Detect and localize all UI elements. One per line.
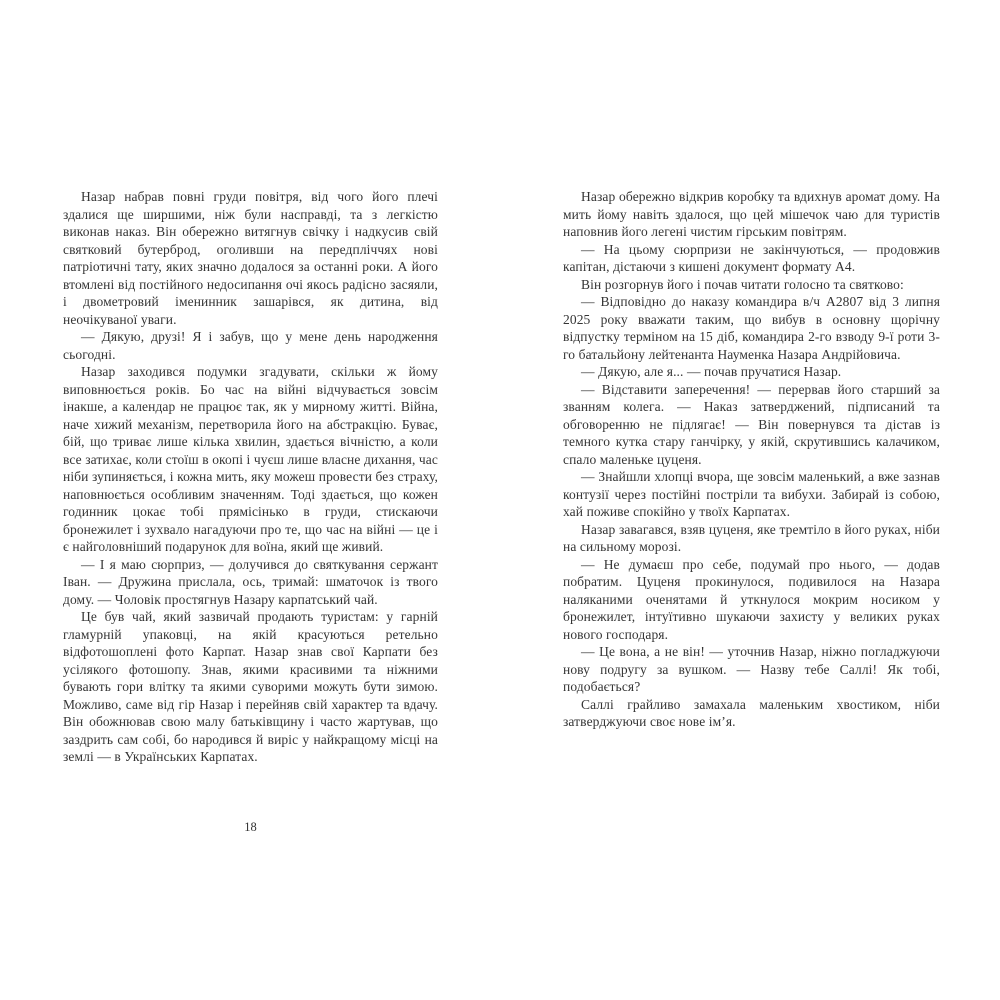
paragraph: Назар набрав повні груди повітря, від чого його плечі здалися ще ширшими, ніж були насправді, та з легкістю виконав наказ. Він обережно витягнув свічку і надкусив свій святковий бутерброд, оголивши на передпліччях нові патріотичні тату, яких значно додалося за останні роки. А його втомлені від постійного недосипання очі якось радісно засяяли, і двометровий іменинник зашарівся, як дитина, від неочікуваної уваги.	[63, 189, 438, 327]
paragraph: — На цьому сюрпризи не закінчуються, — продовжив капітан, дістаючи з кишені документ формату А4.	[563, 241, 940, 274]
paragraph: Це був чай, який зазвичай продають туристам: у гарній гламурній упаковці, на якій красуються ретельно відфотошоплені фото Карпат. Назар знав свої Карпати без усілякого фотошопу. Знав, якими красивими та ніжними бувають гори влітку та якими суворими можуть бути зимою. Можливо, саме від гір Назар і перейняв свій характер та вдачу. Він обожнював свою малу батьківщину і часто жартував, що заздрить сам собі, бо народився й виріс у найкращому місці на землі — в Українських Карпатах.	[63, 609, 438, 764]
paragraph: — Знайшли хлопці вчора, ще зовсім маленький, а вже зазнав контузії через постійні постріли та вибухи. Забирай із собою, хай поживе спокійно у твоїх Карпатах.	[563, 469, 940, 519]
paragraph: — Дякую, друзі! Я і забув, що у мене день народження сьогодні.	[63, 329, 438, 362]
paragraph: Назар завагався, взяв цуценя, яке тремтіло в його руках, ніби на сильному морозі.	[563, 521, 940, 554]
paragraph: Саллі грайливо замахала маленьким хвостиком, ніби затверджуючи своє нове ім’я.	[563, 696, 940, 729]
paragraph: — Відповідно до наказу командира в/ч А2807 від 3 липня 2025 року вважати таким, що вибув в основну щорічну відпустку терміном на 15 діб, командира 2-го взводу 9-ї роти 3-го батальйону лейтенанта Науменка Назара Андрійовича.	[563, 294, 940, 362]
page-number: 18	[244, 820, 257, 834]
paragraph: — Не думаєш про себе, подумай про нього, — додав побратим. Цуценя прокинулося, подивилося на Назара наляканими оченятами й уткнулося мокрим носиком у бронежилет, інтуїтивно шукаючи захисту у великих руках нового господаря.	[563, 556, 940, 642]
paragraph: Він розгорнув його і почав читати голосно та святково:	[581, 276, 904, 292]
right-page-text-column	[563, 188, 940, 731]
paragraph: Назар заходився подумки згадувати, скільки ж йому виповнюється років. Бо час на війні відчувається зовсім інакше, а календар не працює так, як у мирному житті. Війна, наче хижий механізм, перетворила його на абстракцію. Буває, бій, що триває лише кілька хвилин, здається вічністю, а коли все затихає, коли стоїш в окопі і чуєш лише власне дихання, час ніби зупиняється, і кожна мить, яку можеш провести без страху, наповнюється особливим значенням. Тоді здається, що кожен годинник цокає тобі прямісінько в груди, стискаючи бронежилет і зухвало нагадуючи про те, що час на війні — це і є найголовніший подарунок для воїна, який ще живий.	[63, 364, 438, 554]
paragraph: — Це вона, а не він! — уточнив Назар, ніжно погладжуючи нову подругу за вушком. — Назву тебе Саллі! Як тобі, подобається?	[563, 644, 940, 694]
paragraph: Назар обережно відкрив коробку та вдихнув аромат дому. На мить йому навіть здалося, що цей мішечок чаю для туристів наповнив його легені чистим гірським повітрям.	[563, 189, 940, 239]
paragraph: — І я маю сюрприз, — долучився до святкування сержант Іван. — Дружина прислала, ось, тримай: шматочок із твого дому. — Чоловік простягнув Назару карпатський чай.	[63, 556, 438, 607]
paragraph: — Відставити заперечення! — перервав його старший за званням колега. — Наказ затверджений, підписаний та обговоренню не підлягає! — Він повернувся та дістав із темного кутка стару ганчірку, у якій, скрутившись калачиком, спало маленьке цуценя.	[563, 381, 940, 467]
paragraph: — Дякую, але я... — почав пручатися Назар.	[581, 364, 842, 379]
left-page-text-column	[63, 188, 438, 766]
